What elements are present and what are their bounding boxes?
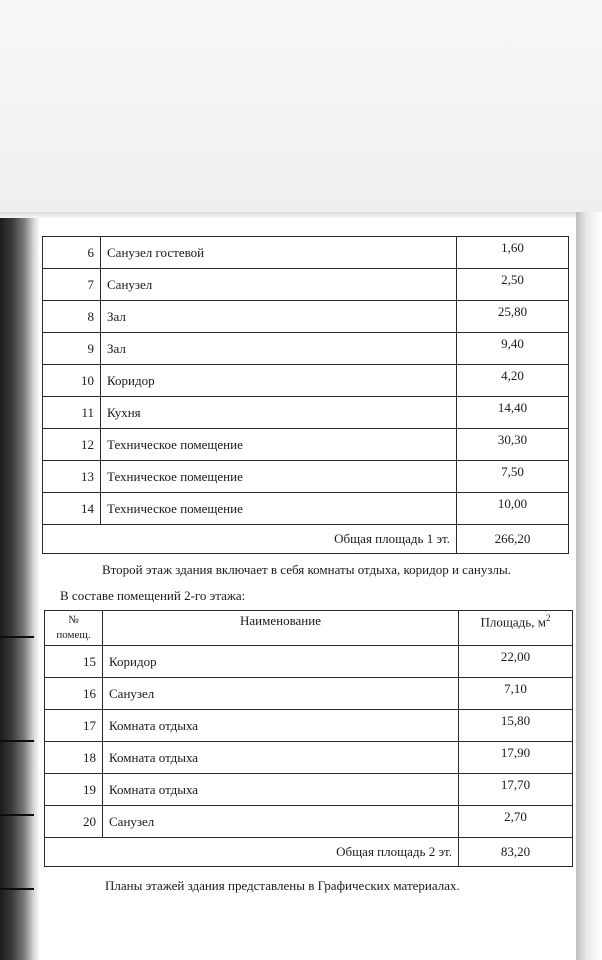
total-area-label: Общая площадь 2 эт. (45, 838, 459, 867)
room-number: 12 (43, 429, 101, 461)
room-name: Зал (101, 333, 457, 365)
binding-mark (0, 888, 34, 890)
room-name: Санузел (101, 269, 457, 301)
room-name: Зал (101, 301, 457, 333)
room-area: 25,80 (457, 301, 569, 333)
header-room-name: Наименование (103, 611, 459, 646)
floor-plans-note: Планы этажей здания представлены в Графических материалах. (105, 878, 460, 893)
second-floor-description: Второй этаж здания включает в себя комнаты отдыха, коридор и санузлы. (102, 562, 511, 577)
room-number: 19 (45, 774, 103, 806)
table-row (45, 742, 573, 774)
table-row (43, 429, 569, 461)
room-number: 6 (43, 237, 101, 269)
binding-mark (0, 636, 34, 638)
header-area-unit-exponent: 2 (545, 613, 551, 623)
table-row (43, 461, 569, 493)
room-name: Коридор (101, 365, 457, 397)
header-area-label: Площадь, м (480, 614, 546, 630)
table-row (43, 237, 569, 269)
room-area: 7,50 (457, 461, 569, 493)
room-area: 2,70 (459, 806, 573, 838)
table-row (45, 710, 573, 742)
table-row (45, 678, 573, 710)
room-number: 9 (43, 333, 101, 365)
table-header-row (45, 611, 573, 646)
room-name: Техническое помещение (101, 429, 457, 461)
room-name: Техническое помещение (101, 461, 457, 493)
table-row (43, 333, 569, 365)
table-total-row (45, 838, 573, 867)
room-area: 22,00 (459, 646, 573, 678)
room-number: 13 (43, 461, 101, 493)
room-name: Коридор (103, 646, 459, 678)
total-area-value: 266,20 (457, 525, 569, 554)
header-number-word: помещ. (56, 629, 91, 641)
room-area: 4,20 (457, 365, 569, 397)
header-room-number (45, 611, 103, 646)
room-area: 9,40 (457, 333, 569, 365)
table-row (45, 774, 573, 806)
blank-top-area (0, 0, 602, 212)
total-area-value: 83,20 (459, 838, 573, 867)
room-area: 2,50 (457, 269, 569, 301)
rooms-table-floor-1 (42, 236, 569, 554)
table-total-row (43, 525, 569, 554)
room-name: Санузел (103, 806, 459, 838)
room-area: 10,00 (457, 493, 569, 525)
room-name: Комната отдыха (103, 710, 459, 742)
room-number: 14 (43, 493, 101, 525)
room-number: 8 (43, 301, 101, 333)
table-row (43, 493, 569, 525)
table-row (43, 365, 569, 397)
total-area-label: Общая площадь 1 эт. (43, 525, 457, 554)
room-number: 10 (43, 365, 101, 397)
table-row (43, 397, 569, 429)
room-name: Санузел гостевой (101, 237, 457, 269)
room-number: 15 (45, 646, 103, 678)
room-name: Комната отдыха (103, 774, 459, 806)
room-number: 18 (45, 742, 103, 774)
room-number: 17 (45, 710, 103, 742)
room-name: Комната отдыха (103, 742, 459, 774)
room-number: 7 (43, 269, 101, 301)
table-row (43, 301, 569, 333)
room-name: Санузел (103, 678, 459, 710)
room-area: 17,90 (459, 742, 573, 774)
room-area: 7,10 (459, 678, 573, 710)
room-area: 15,80 (459, 710, 573, 742)
header-number-sign: № (68, 614, 79, 626)
second-floor-list-caption: В составе помещений 2-го этажа: (60, 588, 246, 603)
room-name: Техническое помещение (101, 493, 457, 525)
room-area: 17,70 (459, 774, 573, 806)
table-row (45, 806, 573, 838)
room-number: 16 (45, 678, 103, 710)
table-row (43, 269, 569, 301)
binding-shadow (0, 218, 40, 960)
room-area: 14,40 (457, 397, 569, 429)
binding-mark (0, 814, 34, 816)
table-row (45, 646, 573, 678)
room-area: 30,30 (457, 429, 569, 461)
room-name: Кухня (101, 397, 457, 429)
room-number: 20 (45, 806, 103, 838)
page-right-shadow (576, 212, 602, 960)
header-room-area (459, 611, 573, 646)
room-area: 1,60 (457, 237, 569, 269)
room-number: 11 (43, 397, 101, 429)
rooms-table-floor-2 (44, 610, 573, 867)
binding-mark (0, 740, 34, 742)
